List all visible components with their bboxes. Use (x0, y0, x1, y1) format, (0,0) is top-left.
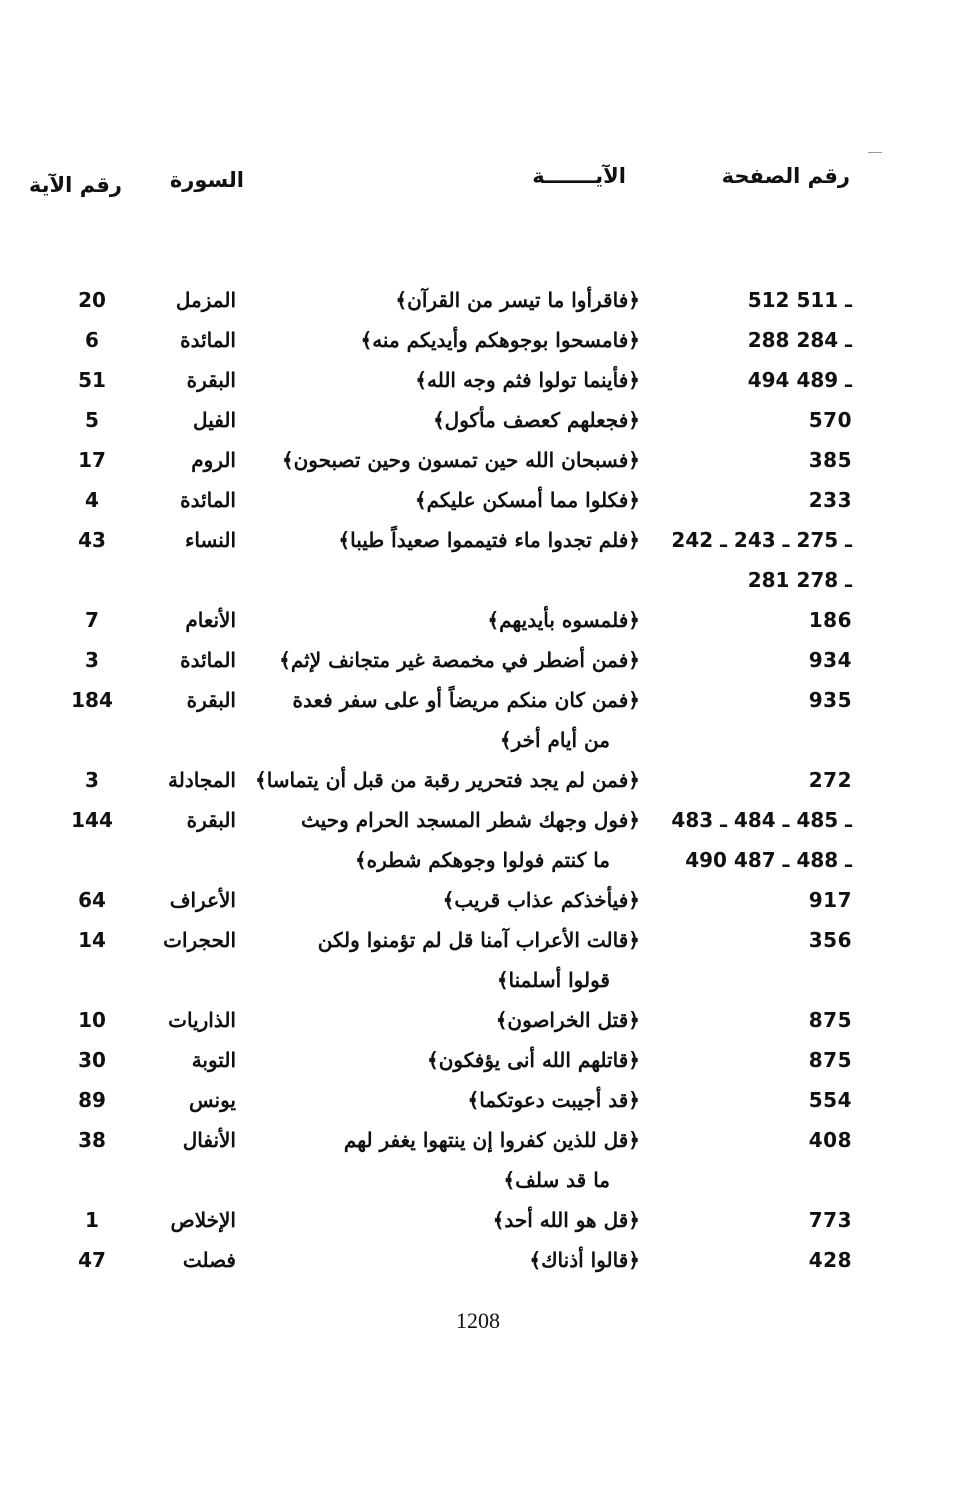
ayah-text-line: ﴿فمن أضطر في مخمصة غير متجانف لإثم﴾ (279, 648, 640, 672)
ayah-cell (468, 1080, 641, 1120)
surah-cell: الإخلاص (170, 1208, 236, 1232)
table-row (0, 1040, 956, 1080)
surah-cell: البقرة (186, 368, 236, 392)
surah-cell: الأنفال (182, 1128, 236, 1152)
ayah-number-cell: 1 (85, 1208, 99, 1232)
table-row (0, 520, 956, 600)
page-number-line: 428 (808, 1248, 852, 1272)
ayah-number-cell: 30 (78, 1048, 106, 1072)
table-row (0, 1240, 956, 1280)
surah-cell: النساء (184, 528, 236, 552)
ayah-cell (427, 1040, 640, 1080)
ayah-number-cell: 184 (71, 688, 113, 712)
ayah-text-line: ﴿قل للذين كفروا إن ينتهوا يغفر لهم (343, 1128, 640, 1152)
surah-cell: الأنعام (185, 608, 236, 632)
table-row (0, 920, 956, 1000)
page-number-line: 512 ـ 511 (747, 288, 852, 312)
table-row (0, 480, 956, 520)
ayah-cell (433, 400, 640, 440)
ayah-text-line: ﴿فلم تجدوا ماء فتيمموا صعيداً طيبا﴾ (338, 528, 640, 552)
surah-cell: الروم (191, 448, 236, 472)
ayah-number-cell: 51 (78, 368, 106, 392)
page-number-cell (809, 760, 852, 800)
ayah-text-line: ﴿قاتلهم الله أنى يؤفكون﴾ (426, 1048, 640, 1072)
scan-mark (868, 152, 882, 153)
ayah-cell (493, 1200, 640, 1240)
ayah-number-cell: 20 (78, 288, 106, 312)
header-ayah-number: رقم الآية (28, 173, 122, 197)
ayah-text-line: ﴿فلمسوه بأيديهم﴾ (487, 608, 640, 632)
ayah-cell (415, 480, 640, 520)
page-number-line: ـ 275 ـ 243 ـ 242 (671, 528, 852, 552)
ayah-number-cell: 17 (78, 448, 106, 472)
ayah-cell (279, 640, 640, 680)
table-row (0, 800, 956, 880)
page-number-line: 875 (808, 1008, 852, 1032)
page-number-cell (809, 440, 852, 480)
page-number-cell (809, 480, 852, 520)
table-row (0, 440, 956, 480)
page-number-line: 935 (808, 688, 852, 712)
surah-cell: المائدة (180, 488, 236, 512)
ayah-text-line: ما كنتم فولوا وجوهكم شطره﴾ (354, 848, 610, 872)
page-number-line: 272 (808, 768, 852, 792)
ayah-text-line: ﴿فكلوا مما أمسكن عليكم﴾ (414, 488, 640, 512)
ayah-text-line: ﴿فاقرأوا ما تيسر من القرآن﴾ (395, 288, 640, 312)
table-row (0, 640, 956, 680)
ayah-text-line: ﴿قالت الأعراب آمنا قل لم تؤمنوا ولكن (317, 928, 640, 952)
page-number-cell (809, 400, 852, 440)
ayah-cell (344, 1120, 640, 1200)
surah-cell: التوبة (191, 1048, 236, 1072)
ayah-cell (529, 1240, 640, 1280)
ayah-text-line: ﴿فمن كان منكم مريضاً أو على سفر فعدة (292, 688, 640, 712)
ayah-text-line: ﴿قل هو الله أحد﴾ (492, 1208, 640, 1232)
page-number-line: 773 (808, 1208, 852, 1232)
index-table (0, 280, 956, 1280)
page-number-line: 385 (808, 448, 852, 472)
ayah-number-cell: 64 (78, 888, 106, 912)
ayah-text-line: من أيام أخر﴾ (499, 728, 610, 752)
ayah-text-line: قولوا أسلمنا﴾ (496, 968, 610, 992)
ayah-cell (255, 760, 640, 800)
page-number-line: ـ 485 ـ 484 ـ 483 (671, 808, 852, 832)
page-number-cell (809, 680, 852, 720)
ayah-number-cell: 5 (85, 408, 99, 432)
page-number-cell (809, 1080, 852, 1120)
table-row (0, 680, 956, 760)
page-number-cell (809, 1240, 852, 1280)
page-number-line: 917 (808, 888, 852, 912)
page-number-line: 570 (808, 408, 852, 432)
page-number-cell (809, 1120, 852, 1160)
page-number-cell (671, 520, 852, 600)
ayah-text-line: ﴿فأينما تولوا فثم وجه الله﴾ (415, 368, 640, 392)
header-surah: السورة (169, 168, 244, 192)
surah-cell: يونس (189, 1088, 236, 1112)
table-row (0, 1120, 956, 1200)
ayah-number-cell: 47 (78, 1248, 106, 1272)
page-number-line: 490 ـ 488 ـ 487 (685, 848, 852, 872)
page-number-cell (809, 1000, 852, 1040)
ayah-cell (293, 680, 641, 760)
page-number-line: 281 ـ 278 (747, 568, 852, 592)
surah-cell: الحجرات (163, 928, 236, 952)
ayah-cell (282, 440, 640, 480)
ayah-number-cell: 144 (71, 808, 113, 832)
ayah-cell (338, 520, 640, 560)
ayah-cell (301, 800, 640, 880)
table-row (0, 320, 956, 360)
page-number-cell (809, 600, 852, 640)
surah-cell: البقرة (186, 688, 236, 712)
ayah-number-cell: 10 (78, 1008, 106, 1032)
ayah-number-cell: 7 (85, 608, 99, 632)
ayah-text-line: ﴿فول وجهك شطر المسجد الحرام وحيث (301, 808, 640, 832)
page-number-cell (671, 800, 852, 880)
ayah-cell (496, 1000, 640, 1040)
ayah-number-cell: 89 (78, 1088, 106, 1112)
page-folio: 1208 (456, 1308, 500, 1333)
ayah-cell (318, 920, 640, 1000)
surah-cell: المائدة (180, 328, 236, 352)
ayah-number-cell: 38 (78, 1128, 106, 1152)
ayah-cell (443, 880, 640, 920)
surah-cell: الأعراف (169, 888, 236, 912)
ayah-cell (395, 280, 640, 320)
table-row (0, 1200, 956, 1240)
page-number-cell (748, 280, 852, 320)
ayah-text-line: ﴿قالوا أذناك﴾ (529, 1248, 640, 1272)
page-number-line: 233 (808, 488, 852, 512)
page-number-cell (809, 920, 852, 960)
ayah-cell (415, 360, 640, 400)
ayah-text-line: ﴿قد أجيبت دعوتكما﴾ (467, 1088, 640, 1112)
surah-cell: الذاريات (168, 1008, 236, 1032)
ayah-text-line: ﴿فامسحوا بوجوهكم وأيديكم منه﴾ (360, 328, 640, 352)
table-row (0, 880, 956, 920)
page-number-cell (809, 880, 852, 920)
page-number-cell (809, 640, 852, 680)
ayah-text-line: ﴿فيأخذكم عذاب قريب﴾ (442, 888, 640, 912)
table-row (0, 360, 956, 400)
surah-cell: المائدة (180, 648, 236, 672)
page-number-line: 934 (808, 648, 852, 672)
table-row (0, 1080, 956, 1120)
header-ayah: الآيـــــــة (532, 164, 626, 188)
page-number-cell (748, 320, 852, 360)
ayah-number-cell: 6 (85, 328, 99, 352)
page-number-line: 494 ـ 489 (747, 368, 852, 392)
ayah-text-line: ﴿قتل الخراصون﴾ (495, 1008, 640, 1032)
table-row (0, 760, 956, 800)
page-number-line: 875 (808, 1048, 852, 1072)
page-number-cell (748, 360, 852, 400)
page-number-line: 554 (808, 1088, 852, 1112)
surah-cell: الفيل (193, 408, 236, 432)
ayah-number-cell: 3 (85, 768, 99, 792)
ayah-text-line: ﴿فمن لم يجد فتحرير رقبة من قبل أن يتماسا﴾ (254, 768, 640, 792)
ayah-text-line: ﴿فجعلهم كعصف مأكول﴾ (432, 408, 640, 432)
ayah-number-cell: 14 (78, 928, 106, 952)
ayah-text-line: ما قد سلف﴾ (503, 1168, 610, 1192)
surah-cell: المجادلة (168, 768, 236, 792)
ayah-text-line: ﴿فسبحان الله حين تمسون وحين تصبحون﴾ (281, 448, 640, 472)
table-row (0, 280, 956, 320)
ayah-cell (487, 600, 640, 640)
page-number-cell (809, 1040, 852, 1080)
page-number-line: 186 (808, 608, 852, 632)
table-row (0, 400, 956, 440)
ayah-number-cell: 4 (85, 488, 99, 512)
surah-cell: البقرة (186, 808, 236, 832)
table-row (0, 600, 956, 640)
header-page-number: رقم الصفحة (721, 164, 850, 188)
page-number-line: 408 (808, 1128, 852, 1152)
surah-cell: فصلت (182, 1248, 236, 1272)
ayah-number-cell: 43 (78, 528, 106, 552)
table-row (0, 1000, 956, 1040)
surah-cell: المزمل (175, 288, 236, 312)
page-number-cell (809, 1200, 852, 1240)
ayah-number-cell: 3 (85, 648, 99, 672)
ayah-cell (360, 320, 640, 360)
page-number-line: 356 (808, 928, 852, 952)
page-number-line: 288 ـ 284 (747, 328, 852, 352)
